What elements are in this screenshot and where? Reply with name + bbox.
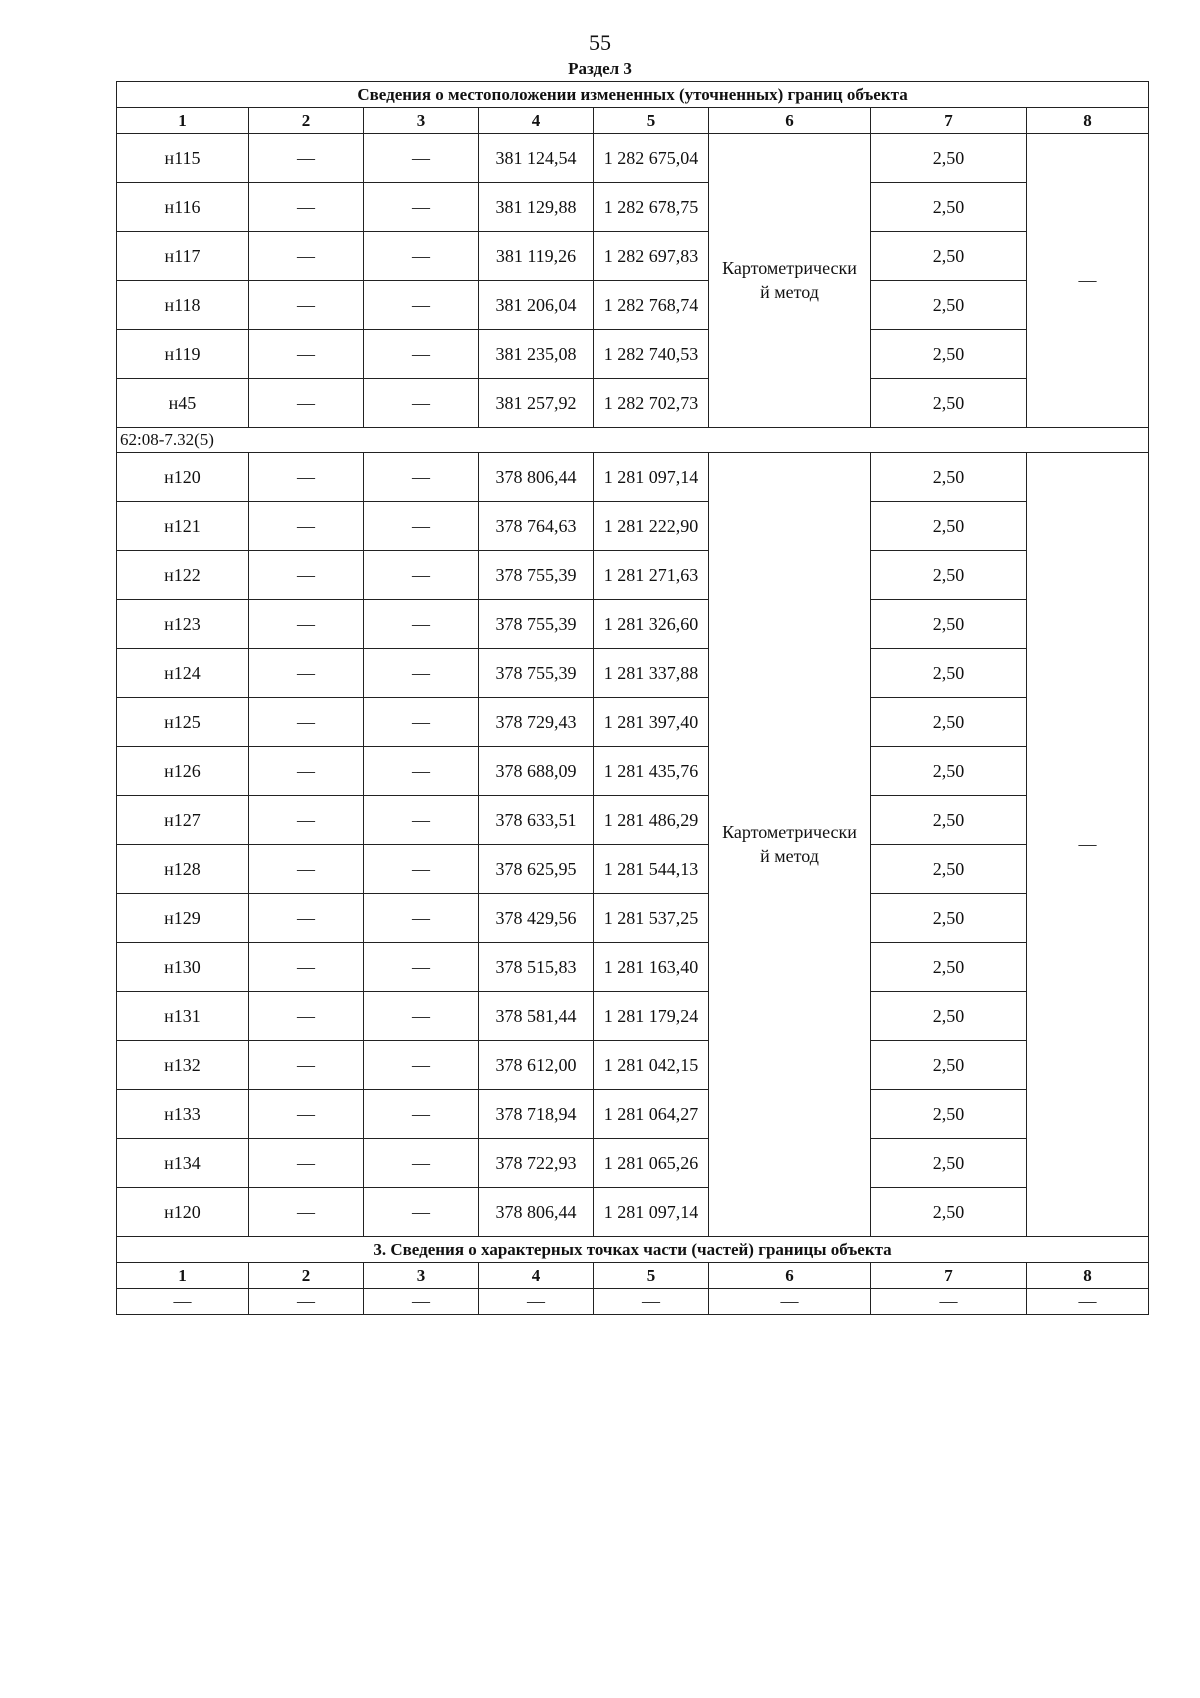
point-name: н119 [117, 330, 249, 379]
column-number: 5 [594, 1263, 709, 1289]
point-name: н118 [117, 281, 249, 330]
column-number: 5 [594, 108, 709, 134]
accuracy-value: 2,50 [871, 1139, 1027, 1188]
coordinate-x: 378 515,83 [479, 943, 594, 992]
point-name: н115 [117, 134, 249, 183]
dash-cell: — [479, 1289, 594, 1315]
accuracy-value: 2,50 [871, 551, 1027, 600]
parts-title-row [117, 1237, 1149, 1263]
coordinate-x: 381 124,54 [479, 134, 594, 183]
accuracy-value: 2,50 [871, 1041, 1027, 1090]
dash-cell: — [364, 330, 479, 379]
dash-cell: — [1027, 1289, 1149, 1315]
table-row [117, 894, 1149, 943]
dash-cell: — [249, 502, 364, 551]
parcel-label: 62:08-7.32(5) [117, 428, 1149, 453]
point-name: н129 [117, 894, 249, 943]
table-row [117, 330, 1149, 379]
dash-cell: — [364, 1090, 479, 1139]
coordinate-y: 1 281 097,14 [594, 453, 709, 502]
point-name: н128 [117, 845, 249, 894]
point-name: н125 [117, 698, 249, 747]
table-row [117, 698, 1149, 747]
dash-cell: — [249, 1188, 364, 1237]
dash-cell: — [249, 1289, 364, 1315]
dash-cell: — [249, 281, 364, 330]
coordinate-y: 1 281 222,90 [594, 502, 709, 551]
dash-cell: — [249, 600, 364, 649]
column-number: 6 [709, 108, 871, 134]
dash-cell: — [364, 1041, 479, 1090]
table-row [117, 281, 1149, 330]
dash-cell: — [364, 502, 479, 551]
coordinates-table [116, 81, 1149, 1315]
coordinate-y: 1 281 065,26 [594, 1139, 709, 1188]
point-name: н127 [117, 796, 249, 845]
dash-cell: — [364, 992, 479, 1041]
coordinate-x: 381 257,92 [479, 379, 594, 428]
coordinate-y: 1 281 097,14 [594, 1188, 709, 1237]
method-cell [709, 134, 871, 428]
accuracy-value: 2,50 [871, 183, 1027, 232]
dash-cell: — [1027, 134, 1149, 428]
accuracy-value: 2,50 [871, 992, 1027, 1041]
column-number: 4 [479, 108, 594, 134]
coordinate-y: 1 281 486,29 [594, 796, 709, 845]
point-name: н120 [117, 453, 249, 502]
accuracy-value: 2,50 [871, 649, 1027, 698]
coordinate-y: 1 281 179,24 [594, 992, 709, 1041]
dash-cell: — [364, 1188, 479, 1237]
dash-cell: — [249, 649, 364, 698]
coordinate-x: 381 119,26 [479, 232, 594, 281]
accuracy-value: 2,50 [871, 330, 1027, 379]
accuracy-value: 2,50 [871, 1090, 1027, 1139]
dash-cell: — [709, 1289, 871, 1315]
dash-cell: — [249, 183, 364, 232]
column-number: 8 [1027, 108, 1149, 134]
coordinate-y: 1 281 042,15 [594, 1041, 709, 1090]
dash-cell: — [249, 551, 364, 600]
coordinate-y: 1 281 326,60 [594, 600, 709, 649]
coordinate-y: 1 282 702,73 [594, 379, 709, 428]
coordinate-x: 378 633,51 [479, 796, 594, 845]
accuracy-value: 2,50 [871, 796, 1027, 845]
point-name: н130 [117, 943, 249, 992]
parts-title: 3. Сведения о характерных точках части (частей) границы объекта [117, 1237, 1149, 1263]
point-name: н45 [117, 379, 249, 428]
coordinate-y: 1 281 271,63 [594, 551, 709, 600]
column-number: 7 [871, 1263, 1027, 1289]
accuracy-value: 2,50 [871, 698, 1027, 747]
accuracy-value: 2,50 [871, 453, 1027, 502]
coordinate-y: 1 282 675,04 [594, 134, 709, 183]
coordinate-y: 1 281 435,76 [594, 747, 709, 796]
column-number: 1 [117, 1263, 249, 1289]
accuracy-value: 2,50 [871, 281, 1027, 330]
coordinate-x: 378 806,44 [479, 1188, 594, 1237]
coordinate-y: 1 281 337,88 [594, 649, 709, 698]
coordinate-x: 378 764,63 [479, 502, 594, 551]
method-cell [709, 453, 871, 1237]
table-row [117, 1139, 1149, 1188]
section-title: Раздел 3 [568, 59, 632, 78]
table-row [117, 379, 1149, 428]
table-row [117, 992, 1149, 1041]
dash-cell: — [249, 379, 364, 428]
table-title: Сведения о местоположении измененных (уточненных) границ объекта [117, 82, 1149, 108]
accuracy-value: 2,50 [871, 943, 1027, 992]
table-row [117, 796, 1149, 845]
dash-cell: — [364, 845, 479, 894]
method-label: Картометрически й метод [722, 258, 857, 302]
point-name: н123 [117, 600, 249, 649]
coordinate-x: 378 729,43 [479, 698, 594, 747]
dash-cell: — [249, 845, 364, 894]
coordinate-y: 1 281 397,40 [594, 698, 709, 747]
table-row [117, 1041, 1149, 1090]
coordinate-x: 381 206,04 [479, 281, 594, 330]
table-row [117, 502, 1149, 551]
coordinate-y: 1 282 740,53 [594, 330, 709, 379]
coordinate-x: 381 235,08 [479, 330, 594, 379]
accuracy-value: 2,50 [871, 502, 1027, 551]
coordinate-y: 1 282 678,75 [594, 183, 709, 232]
point-name: н131 [117, 992, 249, 1041]
accuracy-value: 2,50 [871, 379, 1027, 428]
coordinate-x: 378 722,93 [479, 1139, 594, 1188]
column-number-row [117, 108, 1149, 134]
table-row [117, 1289, 1149, 1315]
dash-cell: — [364, 134, 479, 183]
dash-cell: — [249, 698, 364, 747]
coordinate-x: 378 429,56 [479, 894, 594, 943]
dash-cell: — [364, 232, 479, 281]
column-number: 1 [117, 108, 249, 134]
accuracy-value: 2,50 [871, 894, 1027, 943]
dash-cell: — [1027, 453, 1149, 1237]
dash-cell: — [249, 330, 364, 379]
dash-cell: — [364, 747, 479, 796]
column-number: 2 [249, 108, 364, 134]
point-name: н121 [117, 502, 249, 551]
dash-cell: — [117, 1289, 249, 1315]
dash-cell: — [249, 992, 364, 1041]
column-number: 3 [364, 1263, 479, 1289]
coordinate-x: 378 581,44 [479, 992, 594, 1041]
table-row [117, 845, 1149, 894]
column-number: 7 [871, 108, 1027, 134]
accuracy-value: 2,50 [871, 232, 1027, 281]
column-number-row [117, 1263, 1149, 1289]
dash-cell: — [249, 943, 364, 992]
coordinate-x: 381 129,88 [479, 183, 594, 232]
dash-cell: — [249, 747, 364, 796]
point-name: н117 [117, 232, 249, 281]
dash-cell: — [364, 183, 479, 232]
coordinate-x: 378 755,39 [479, 600, 594, 649]
coordinate-y: 1 281 064,27 [594, 1090, 709, 1139]
table-row [117, 453, 1149, 502]
parcel-row [117, 428, 1149, 453]
dash-cell: — [364, 649, 479, 698]
dash-cell: — [364, 1139, 479, 1188]
column-number: 6 [709, 1263, 871, 1289]
dash-cell: — [249, 796, 364, 845]
dash-cell: — [249, 1090, 364, 1139]
point-name: н133 [117, 1090, 249, 1139]
dash-cell: — [364, 1289, 479, 1315]
dash-cell: — [249, 134, 364, 183]
column-number: 8 [1027, 1263, 1149, 1289]
coordinate-x: 378 718,94 [479, 1090, 594, 1139]
dash-cell: — [364, 698, 479, 747]
dash-cell: — [364, 281, 479, 330]
coordinate-x: 378 755,39 [479, 551, 594, 600]
table-row [117, 747, 1149, 796]
dash-cell: — [249, 1041, 364, 1090]
dash-cell: — [364, 551, 479, 600]
dash-cell: — [249, 894, 364, 943]
dash-cell: — [249, 232, 364, 281]
coordinate-y: 1 281 163,40 [594, 943, 709, 992]
dash-cell: — [364, 796, 479, 845]
page-number: 55 [589, 30, 611, 55]
coordinate-y: 1 282 768,74 [594, 281, 709, 330]
point-name: н134 [117, 1139, 249, 1188]
table-row [117, 943, 1149, 992]
table-row [117, 600, 1149, 649]
column-number: 3 [364, 108, 479, 134]
point-name: н120 [117, 1188, 249, 1237]
point-name: н124 [117, 649, 249, 698]
table-row [117, 232, 1149, 281]
dash-cell: — [364, 943, 479, 992]
table-row [117, 649, 1149, 698]
table-row [117, 551, 1149, 600]
dash-cell: — [364, 453, 479, 502]
coordinate-y: 1 281 544,13 [594, 845, 709, 894]
dash-cell: — [594, 1289, 709, 1315]
coordinate-x: 378 688,09 [479, 747, 594, 796]
point-name: н116 [117, 183, 249, 232]
dash-cell: — [364, 600, 479, 649]
coordinate-x: 378 806,44 [479, 453, 594, 502]
accuracy-value: 2,50 [871, 1188, 1027, 1237]
method-label: Картометрически й метод [722, 822, 857, 866]
dash-cell: — [871, 1289, 1027, 1315]
column-number: 2 [249, 1263, 364, 1289]
table-row [117, 183, 1149, 232]
coordinate-y: 1 282 697,83 [594, 232, 709, 281]
dash-cell: — [249, 1139, 364, 1188]
coordinate-x: 378 612,00 [479, 1041, 594, 1090]
table-row [117, 1188, 1149, 1237]
dash-cell: — [364, 894, 479, 943]
coordinate-x: 378 755,39 [479, 649, 594, 698]
dash-cell: — [249, 453, 364, 502]
accuracy-value: 2,50 [871, 134, 1027, 183]
point-name: н126 [117, 747, 249, 796]
coordinate-y: 1 281 537,25 [594, 894, 709, 943]
dash-cell: — [364, 379, 479, 428]
table-row [117, 134, 1149, 183]
table-row [117, 1090, 1149, 1139]
point-name: н122 [117, 551, 249, 600]
table-body [117, 82, 1149, 1315]
accuracy-value: 2,50 [871, 600, 1027, 649]
accuracy-value: 2,50 [871, 845, 1027, 894]
accuracy-value: 2,50 [871, 747, 1027, 796]
point-name: н132 [117, 1041, 249, 1090]
column-number: 4 [479, 1263, 594, 1289]
coordinate-x: 378 625,95 [479, 845, 594, 894]
